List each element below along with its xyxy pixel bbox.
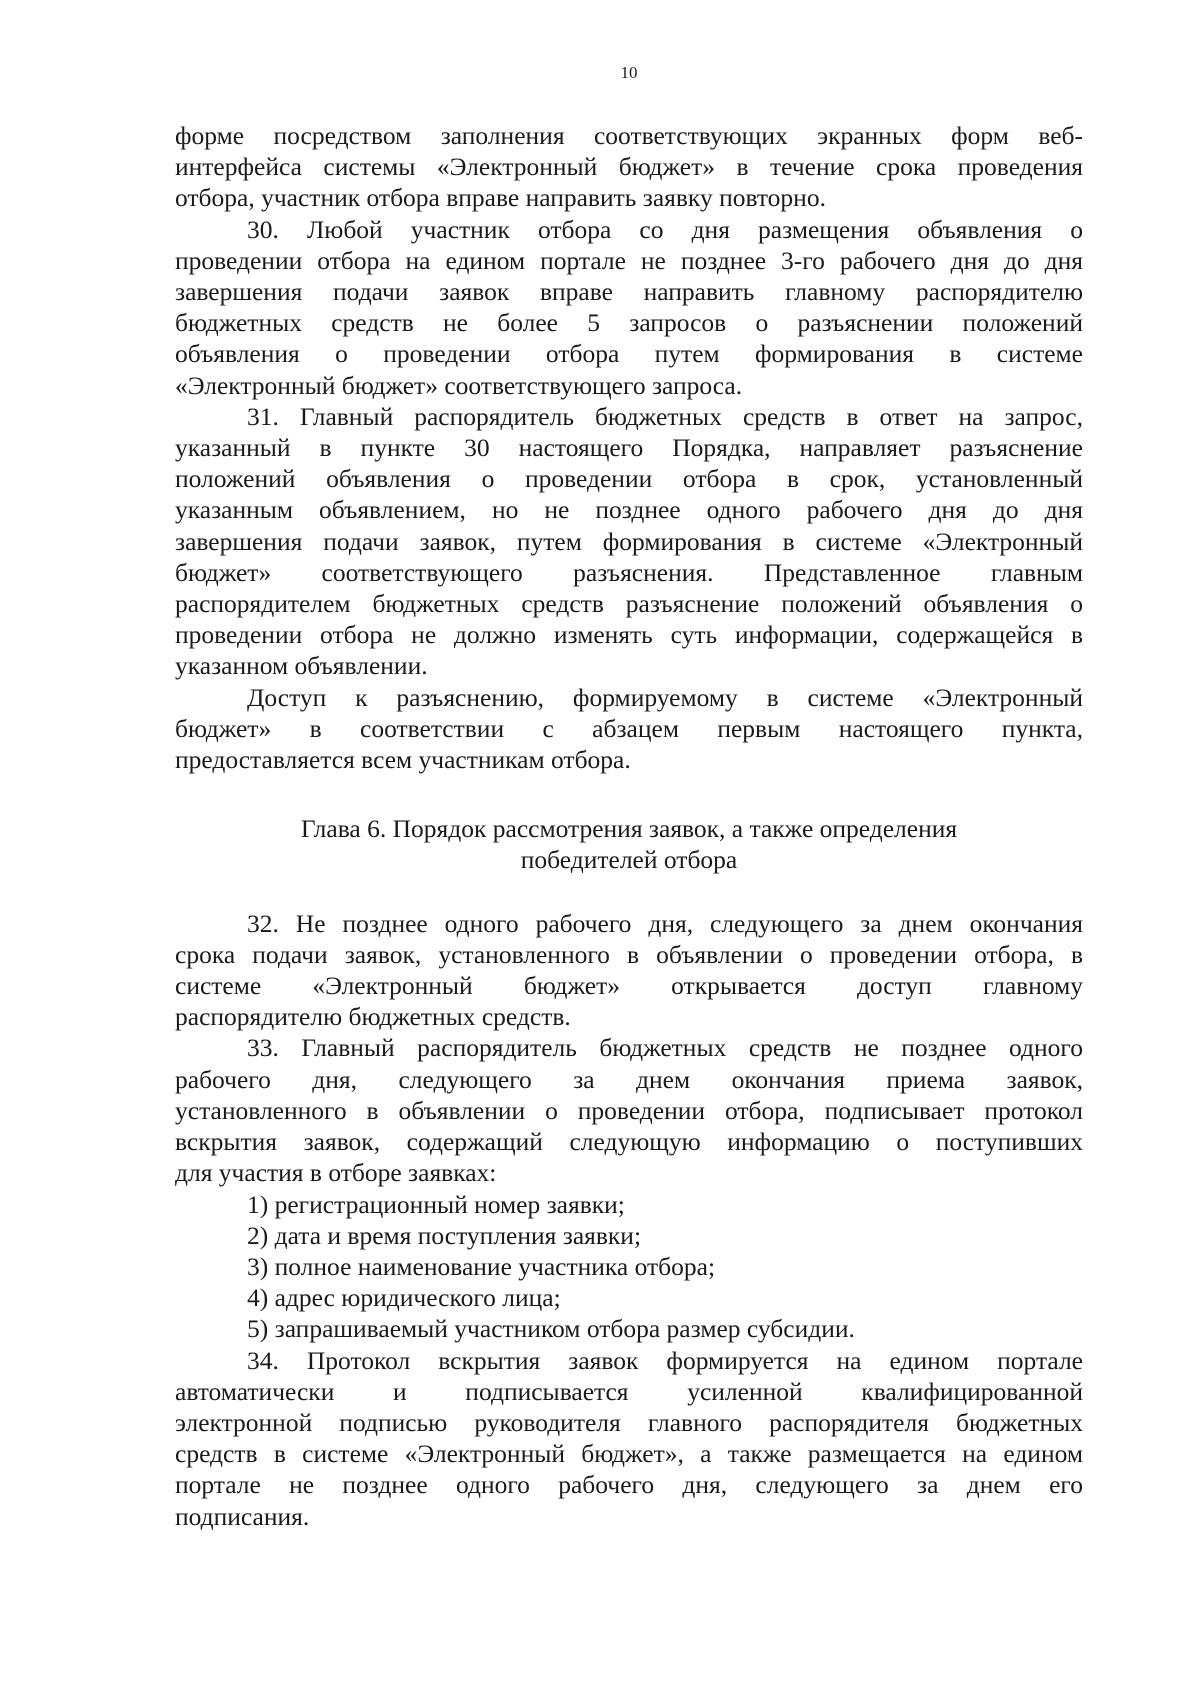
list-item: 3) полное наименование участника отбора; — [247, 1251, 716, 1281]
list-item: 2) дата и время поступления заявки; — [247, 1220, 642, 1250]
text-line: установленного в объявлении о проведении отбора, подписывает протокол — [175, 1095, 1083, 1125]
paragraph — [175, 1032, 1083, 1188]
list-item: 4) адрес юридического лица; — [247, 1283, 561, 1313]
text-line: распорядителем бюджетных средств разъяснение положений объявления о — [175, 589, 1083, 619]
chapter-heading-line-2: победителей отбора — [520, 845, 738, 875]
document-body — [175, 120, 1083, 1532]
paragraph — [175, 908, 1083, 1033]
text-line: 34. Протокол вскрытия заявок формируется на едином портале — [247, 1345, 1083, 1375]
text-line: средств в системе «Электронный бюджет», а также размещается на едином — [175, 1439, 1083, 1469]
text-line: предоставляется всем участникам отбора. — [175, 745, 631, 775]
chapter-heading-line-1: Глава 6. Порядок рассмотрения заявок, а также определения — [300, 814, 958, 844]
text-line: указанным объявлением, но не позднее одного рабочего дня до дня — [175, 495, 1083, 525]
text-line: интерфейса системы «Электронный бюджет» в течение срока проведения — [175, 152, 1083, 182]
text-line: 31. Главный распорядитель бюджетных средств в ответ на запрос, — [247, 401, 1083, 431]
text-line: срока подачи заявок, установленного в объявлении о проведении отбора, в — [175, 939, 1083, 969]
page-number: 10 — [620, 63, 638, 82]
paragraph — [175, 401, 1083, 682]
text-line: системе «Электронный бюджет» открывается доступ главному — [175, 971, 1083, 1001]
text-line: бюджетных средств не более 5 запросов о разъяснении положений — [175, 308, 1083, 338]
text-line: 32. Не позднее одного рабочего дня, следующего за днем окончания — [247, 908, 1083, 938]
text-line: завершения подачи заявок, путем формирования в системе «Электронный — [175, 526, 1083, 556]
text-line: электронной подписью руководителя главного распорядителя бюджетных — [175, 1407, 1083, 1437]
text-line: отбора, участник отбора вправе направить заявку повторно. — [175, 183, 826, 213]
numbered-list — [175, 1189, 1083, 1345]
text-line: объявления о проведении отбора путем формирования в системе — [175, 339, 1083, 369]
chapter-heading — [175, 813, 1083, 875]
text-line: проведении отбора не должно изменять суть информации, содержащейся в — [175, 620, 1083, 650]
text-line: бюджет» в соответствии с абзацем первым настоящего пункта, — [175, 713, 1083, 743]
paragraph — [175, 1345, 1083, 1532]
final-paragraph — [175, 1345, 1083, 1532]
list-item: 1) регистрационный номер заявки; — [247, 1189, 625, 1219]
text-line: 33. Главный распорядитель бюджетных средств не позднее одного — [247, 1033, 1083, 1063]
text-line: форме посредством заполнения соответствующих экранных форм веб- — [175, 121, 1083, 150]
text-line: рабочего дня, следующего за днем окончания приема заявок, — [175, 1064, 1083, 1094]
paragraph — [175, 682, 1083, 776]
text-line: портале не позднее одного рабочего дня, следующего за днем его — [175, 1470, 1083, 1500]
text-line: распорядителю бюджетных средств. — [175, 1002, 571, 1032]
text-line: «Электронный бюджет» соответствующего запроса. — [175, 370, 743, 400]
text-line: Доступ к разъяснению, формируемому в системе «Электронный — [247, 682, 1083, 712]
text-line: 30. Любой участник отбора со дня размещения объявления о — [247, 214, 1083, 244]
text-line: подписания. — [175, 1501, 310, 1531]
text-line: указанный в пункте 30 настоящего Порядка, направляет разъяснение — [175, 433, 1083, 463]
list-item: 5) запрашиваемый участником отбора размер субсидии. — [247, 1314, 855, 1344]
text-line: для участия в отборе заявках: — [175, 1158, 497, 1188]
text-line: завершения подачи заявок вправе направить главному распорядителю — [175, 277, 1083, 307]
paragraphs-after-heading — [175, 908, 1083, 1189]
text-line: бюджет» соответствующего разъяснения. Представленное главным — [175, 557, 1083, 587]
paragraph — [175, 120, 1083, 214]
text-line: вскрытия заявок, содержащий следующую информацию о поступивших — [175, 1127, 1083, 1157]
text-line: указанном объявлении. — [175, 651, 428, 681]
text-line: проведении отбора на едином портале не позднее 3-го рабочего дня до дня — [175, 245, 1083, 275]
paragraphs-before-heading — [175, 120, 1083, 775]
text-line: автоматически и подписывается усиленной квалифицированной — [175, 1376, 1083, 1406]
paragraph — [175, 214, 1083, 401]
text-line: положений объявления о проведении отбора в срок, установленный — [175, 464, 1083, 494]
